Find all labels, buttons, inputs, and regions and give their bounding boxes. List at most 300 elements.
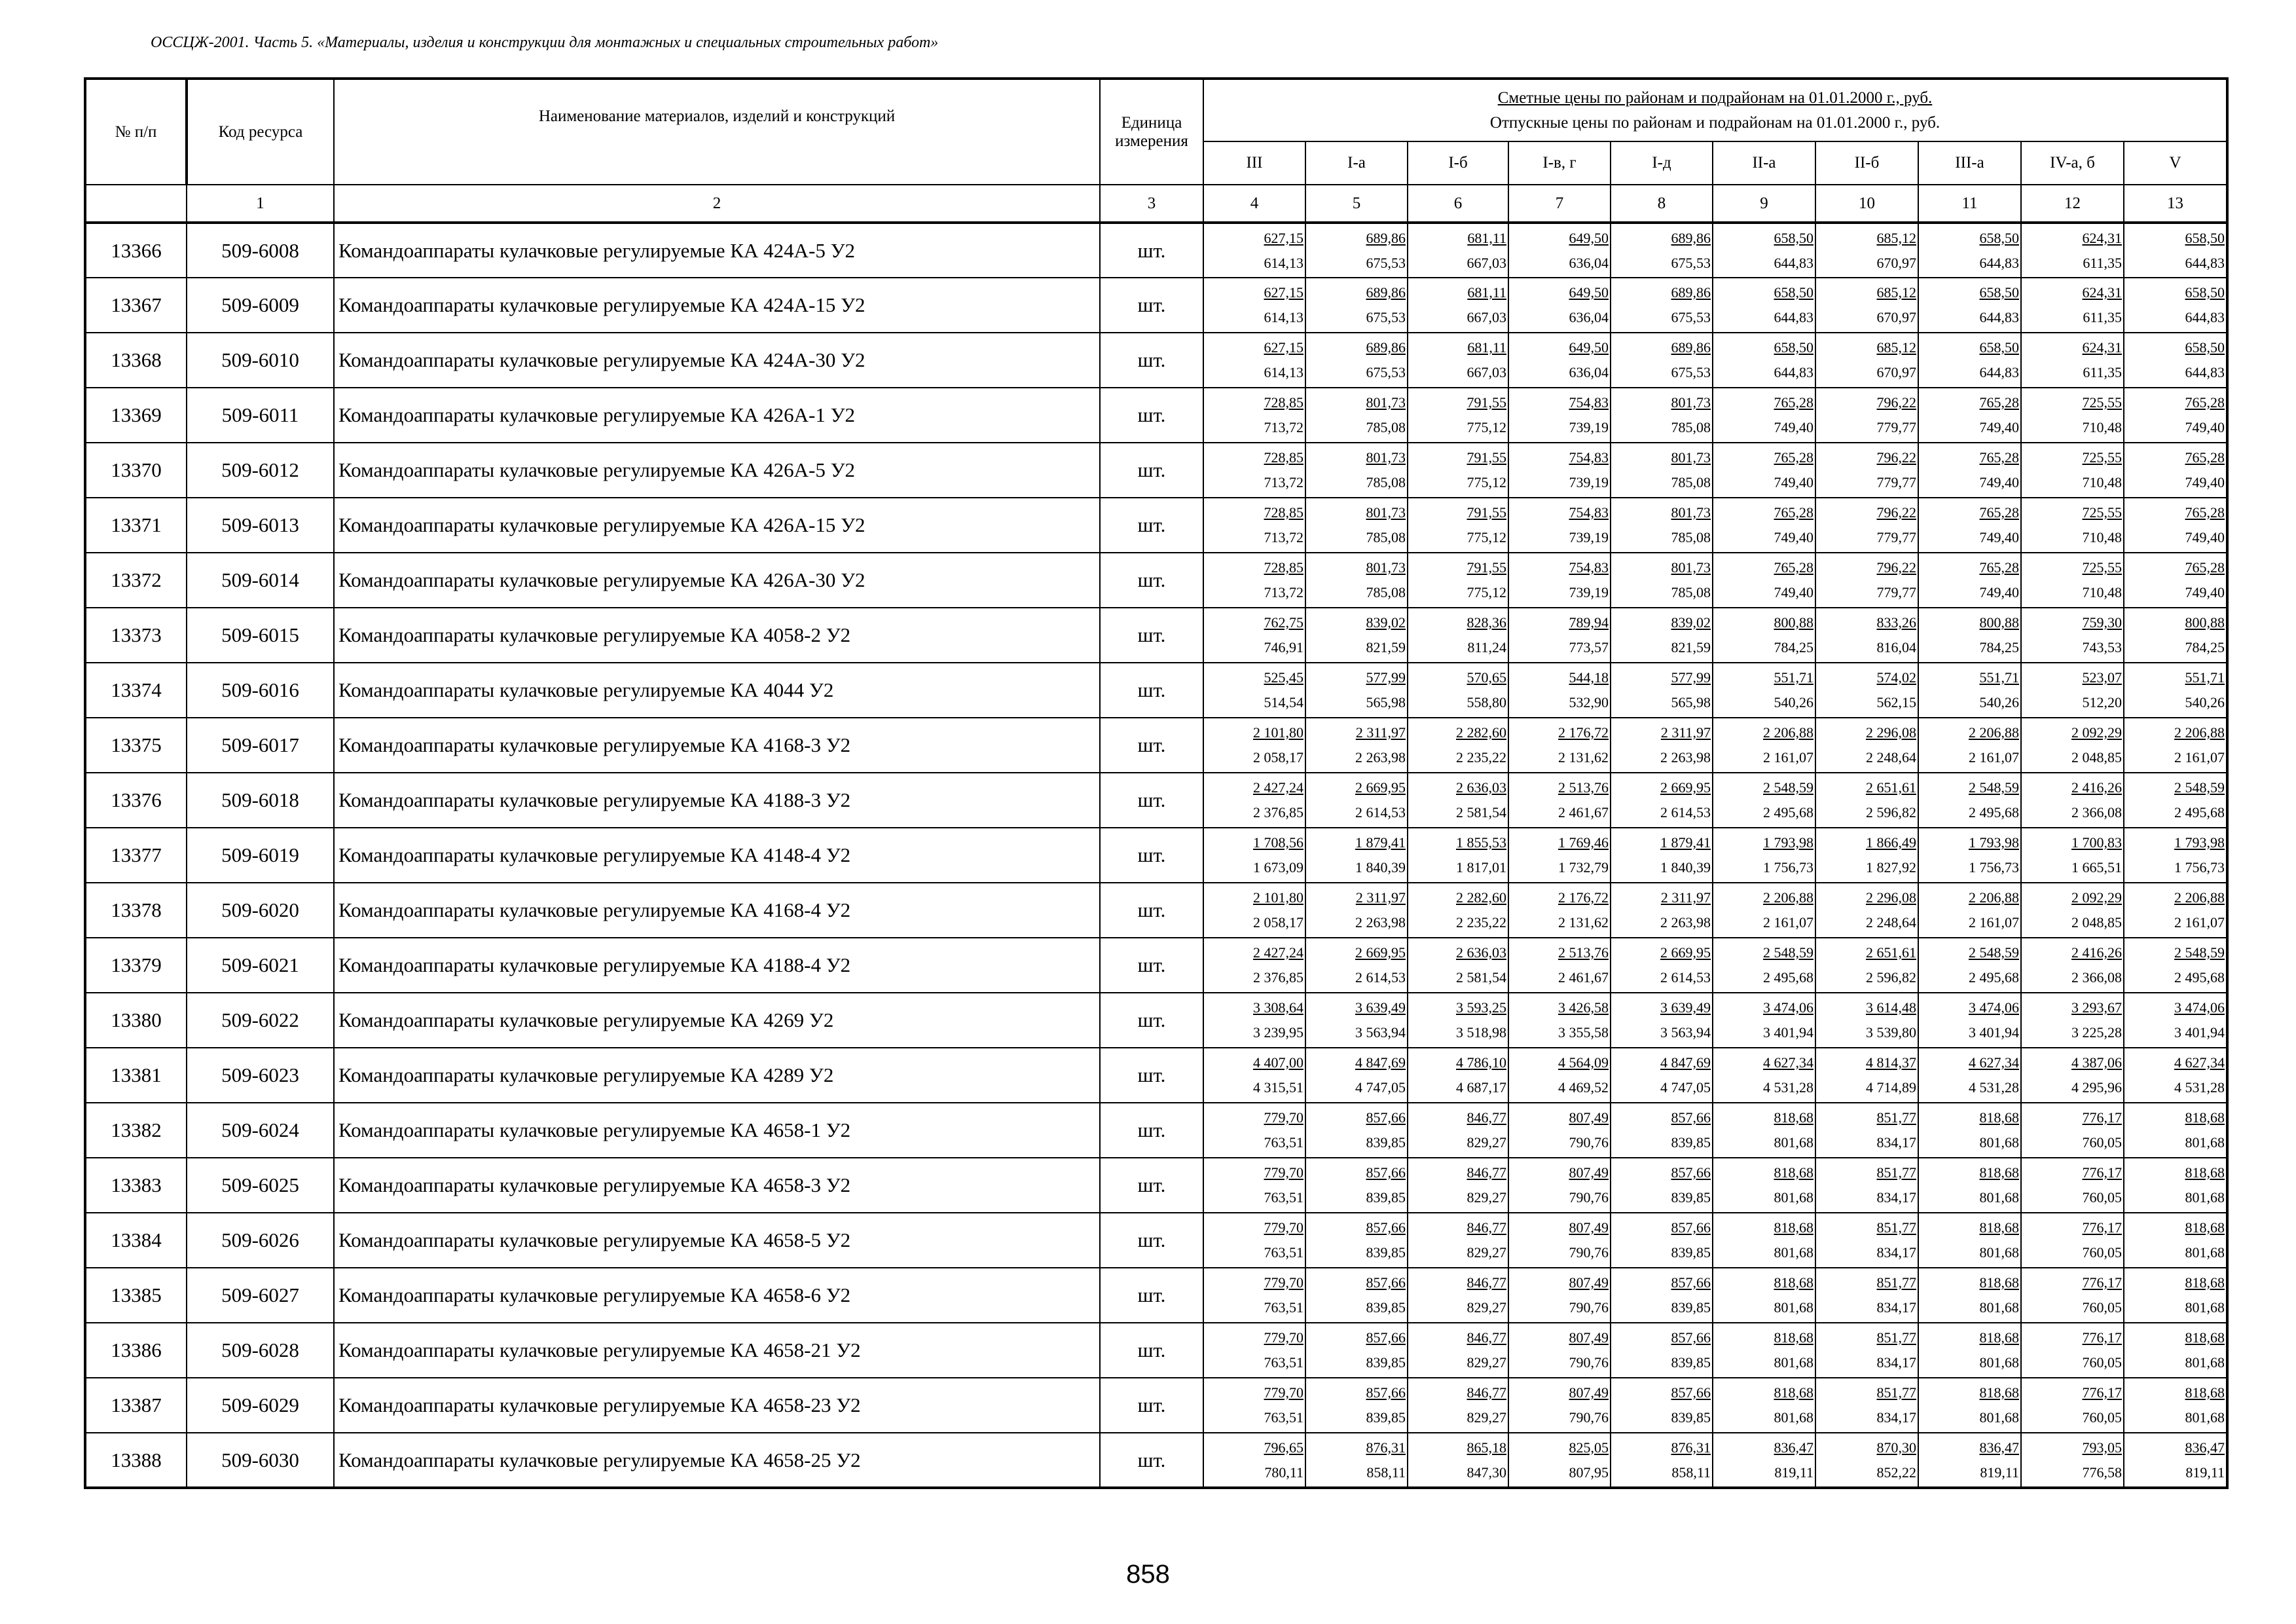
estimate-price: 624,31 [2082,229,2122,246]
price-cell [1408,1213,1508,1268]
price-cell [1918,1158,2021,1213]
release-price: 739,19 [1569,529,1609,545]
release-price: 2 461,67 [1558,969,1609,986]
release-price: 760,05 [2082,1244,2122,1261]
price-cell [2124,993,2227,1048]
column-number: 13 [2124,185,2227,223]
release-price: 2 161,07 [1763,914,1813,931]
unit: шт. [1100,828,1203,883]
col-header-name: Наименование материалов, изделий и конструкций [334,79,1100,185]
unit: шт. [1100,1103,1203,1158]
release-price: 611,35 [2083,364,2122,380]
release-price: 1 673,09 [1253,859,1303,876]
price-cell [1305,773,1408,828]
price-cell [2124,498,2227,553]
estimate-price: 2 206,88 [1763,724,1813,741]
estimate-price: 818,68 [1774,1164,1813,1181]
price-cell [1611,1323,1713,1378]
price-cell [2124,1213,2227,1268]
price-cell [1918,1378,2021,1433]
table-row [85,1213,2227,1268]
estimate-price: 4 786,10 [1456,1054,1506,1071]
release-price: 801,68 [1979,1299,2019,1316]
material-name: Командоаппараты кулачковые регулируемые КА 4188-3 У2 [334,773,1100,828]
release-price: 4 531,28 [2174,1079,2225,1096]
price-cell [1305,828,1408,883]
row-number: 13385 [85,1268,187,1323]
release-price: 565,98 [1671,694,1711,710]
release-price: 670,97 [1876,254,1916,271]
resource-code: 509-6027 [187,1268,334,1323]
release-price: 829,27 [1467,1354,1506,1371]
price-cell [1815,498,1918,553]
release-price: 746,91 [1264,639,1303,655]
release-price: 2 614,53 [1355,969,1406,986]
price-cell [2021,388,2124,443]
release-price: 858,11 [1671,1464,1711,1481]
price-cell [1815,553,1918,608]
price-cell [1815,1048,1918,1103]
estimate-price: 765,28 [2185,394,2225,411]
estimate-price: 3 639,49 [1355,999,1406,1016]
release-price: 2 161,07 [1969,749,2019,766]
release-price: 780,11 [1264,1464,1303,1481]
estimate-price: 807,49 [1569,1164,1609,1181]
estimate-price: 649,50 [1569,229,1609,246]
price-cell [1508,608,1611,663]
release-price: 785,08 [1671,474,1711,490]
column-number: 4 [1203,185,1305,223]
price-cell [1815,883,1918,938]
release-price: 644,83 [2185,309,2225,325]
table-row [85,938,2227,993]
release-price: 839,85 [1366,1189,1406,1206]
price-cell [2021,1213,2124,1268]
region-header: I-д [1611,141,1713,185]
estimate-price: 649,50 [1569,339,1609,356]
release-price: 4 469,52 [1558,1079,1609,1096]
estimate-price: 2 427,24 [1253,779,1303,796]
estimate-price: 807,49 [1569,1274,1609,1291]
estimate-price: 627,15 [1264,229,1303,246]
estimate-price: 2 206,88 [1969,889,2019,906]
release-price: 784,25 [2185,639,2225,655]
price-cell [2124,223,2227,278]
release-price: 847,30 [1467,1464,1506,1481]
price-cell [2124,773,2227,828]
price-cell [1611,388,1713,443]
estimate-price: 776,17 [2082,1219,2122,1236]
release-price: 558,80 [1467,694,1506,710]
estimate-price: 2 651,61 [1866,944,1916,961]
price-cell [1508,278,1611,333]
column-number-empty [85,185,187,223]
price-cell [1713,993,1815,1048]
release-price: 614,13 [1264,364,1303,380]
price-cell [1305,223,1408,278]
release-price: 801,68 [1774,1134,1813,1151]
unit: шт. [1100,333,1203,388]
price-cell [1203,1268,1305,1323]
price-cell [1508,828,1611,883]
column-number: 8 [1611,185,1713,223]
release-price: 710,48 [2082,529,2122,545]
price-cell [1815,938,1918,993]
material-name: Командоаппараты кулачковые регулируемые КА 4058-2 У2 [334,608,1100,663]
unit: шт. [1100,608,1203,663]
release-price: 1 756,73 [2174,859,2225,876]
estimate-price: 754,83 [1569,394,1609,411]
resource-code: 509-6022 [187,993,334,1048]
estimate-price: 796,65 [1264,1439,1303,1456]
prices-header-estimate: Сметные цены по районам и подрайонам на 01.01.2000 г., руб. [1497,88,1933,107]
release-price: 1 665,51 [2071,859,2122,876]
estimate-price: 818,68 [1979,1219,2019,1236]
row-number: 13377 [85,828,187,883]
estimate-price: 765,28 [1979,559,2019,576]
release-price: 2 366,08 [2071,804,2122,821]
region-header: III [1203,141,1305,185]
material-name: Командоаппараты кулачковые регулируемые КА 4658-1 У2 [334,1103,1100,1158]
release-price: 2 048,85 [2071,914,2122,931]
price-cell [2021,993,2124,1048]
release-price: 3 518,98 [1456,1024,1506,1041]
price-cell [1611,498,1713,553]
price-cell [1203,333,1305,388]
release-price: 760,05 [2082,1409,2122,1426]
estimate-price: 725,55 [2082,559,2122,576]
unit: шт. [1100,553,1203,608]
estimate-price: 801,73 [1671,504,1711,521]
release-price: 2 596,82 [1866,969,1916,986]
estimate-price: 851,77 [1876,1329,1916,1346]
price-cell [1408,553,1508,608]
release-price: 749,40 [1774,474,1813,490]
estimate-price: 765,28 [1774,559,1813,576]
price-cell [1713,388,1815,443]
table-row [85,663,2227,718]
release-price: 4 714,89 [1866,1079,1916,1096]
price-cell [1611,1103,1713,1158]
estimate-price: 725,55 [2082,394,2122,411]
resource-code: 509-6013 [187,498,334,553]
price-cell [2021,718,2124,773]
release-price: 2 235,22 [1456,749,1506,766]
column-number: 7 [1508,185,1611,223]
release-price: 636,04 [1569,364,1609,380]
estimate-price: 759,30 [2082,614,2122,631]
price-cell [2124,1103,2227,1158]
release-price: 790,76 [1569,1409,1609,1426]
price-cell [1408,1048,1508,1103]
resource-code: 509-6019 [187,828,334,883]
release-price: 779,77 [1876,584,1916,600]
release-price: 675,53 [1366,254,1406,271]
price-cell [1203,498,1305,553]
estimate-price: 1 879,41 [1355,834,1406,851]
price-cell [1508,938,1611,993]
table-row [85,1103,2227,1158]
price-cell [1203,1048,1305,1103]
release-price: 2 495,68 [1969,969,2019,986]
table-row [85,1378,2227,1433]
price-cell [2124,608,2227,663]
price-cell [1815,773,1918,828]
column-number: 1 [187,185,334,223]
estimate-price: 544,18 [1569,669,1609,686]
release-price: 4 295,96 [2071,1079,2122,1096]
release-price: 801,68 [1979,1409,2019,1426]
unit: шт. [1100,1268,1203,1323]
release-price: 785,08 [1671,529,1711,545]
release-price: 773,57 [1569,639,1609,655]
release-price: 839,85 [1366,1299,1406,1316]
price-cell [1203,1213,1305,1268]
table-row [85,828,2227,883]
estimate-price: 765,28 [1979,504,2019,521]
price-cell [1713,773,1815,828]
table-row [85,1268,2227,1323]
price-cell [1611,773,1713,828]
estimate-price: 1 866,49 [1866,834,1916,851]
table-row [85,773,2227,828]
price-table [84,77,2229,1489]
unit: шт. [1100,278,1203,333]
unit: шт. [1100,1433,1203,1488]
resource-code: 509-6010 [187,333,334,388]
price-cell [1918,883,2021,938]
row-number: 13374 [85,663,187,718]
release-price: 839,85 [1671,1244,1711,1261]
estimate-price: 779,70 [1264,1384,1303,1401]
estimate-price: 865,18 [1467,1439,1506,1456]
row-number: 13372 [85,553,187,608]
estimate-price: 857,66 [1366,1329,1406,1346]
estimate-price: 689,86 [1366,229,1406,246]
price-cell [2021,1323,2124,1378]
estimate-price: 2 669,95 [1660,779,1711,796]
release-price: 2 614,53 [1660,804,1711,821]
estimate-price: 2 669,95 [1355,944,1406,961]
release-price: 749,40 [2185,584,2225,600]
estimate-price: 2 311,97 [1660,889,1711,906]
resource-code: 509-6024 [187,1103,334,1158]
release-price: 763,51 [1264,1134,1303,1151]
release-price: 644,83 [2185,254,2225,271]
estimate-price: 801,73 [1671,559,1711,576]
row-number: 13382 [85,1103,187,1158]
price-cell [1508,443,1611,498]
price-cell [1508,1268,1611,1323]
estimate-price: 627,15 [1264,339,1303,356]
price-cell [2021,608,2124,663]
price-cell [2021,1433,2124,1488]
release-price: 763,51 [1264,1244,1303,1261]
price-cell [2021,278,2124,333]
table-row [85,1158,2227,1213]
release-price: 1 827,92 [1866,859,1916,876]
estimate-price: 851,77 [1876,1109,1916,1126]
estimate-price: 2 296,08 [1866,724,1916,741]
estimate-price: 2 206,88 [2174,724,2225,741]
estimate-price: 4 627,34 [2174,1054,2225,1071]
estimate-price: 551,71 [1774,669,1813,686]
release-price: 562,15 [1876,694,1916,710]
price-cell [1508,993,1611,1048]
price-cell [1305,938,1408,993]
material-name: Командоаппараты кулачковые регулируемые КА 424А-15 У2 [334,278,1100,333]
price-cell [1611,828,1713,883]
estimate-price: 779,70 [1264,1109,1303,1126]
price-cell [1305,1268,1408,1323]
release-price: 1 756,73 [1969,859,2019,876]
release-price: 3 355,58 [1558,1024,1609,1041]
estimate-price: 796,22 [1876,559,1916,576]
estimate-price: 846,77 [1467,1164,1506,1181]
estimate-price: 818,68 [1774,1219,1813,1236]
estimate-price: 2 669,95 [1660,944,1711,961]
release-price: 801,68 [1774,1244,1813,1261]
region-header: IV-а, б [2021,141,2124,185]
release-price: 540,26 [2185,694,2225,710]
estimate-price: 2 636,03 [1456,779,1506,796]
price-cell [1918,278,2021,333]
row-number: 13384 [85,1213,187,1268]
column-number: 2 [334,185,1100,223]
estimate-price: 857,66 [1366,1274,1406,1291]
price-cell [1408,1268,1508,1323]
estimate-price: 689,86 [1671,284,1711,301]
release-price: 763,51 [1264,1409,1303,1426]
estimate-price: 577,99 [1671,669,1711,686]
col-header-code: Код ресурса [187,79,334,185]
price-cell [1713,1103,1815,1158]
price-cell [1611,443,1713,498]
release-price: 749,40 [1774,529,1813,545]
resource-code: 509-6015 [187,608,334,663]
release-price: 2 161,07 [2174,749,2225,766]
price-cell [1508,663,1611,718]
price-cell [1203,223,1305,278]
price-cell [1408,1323,1508,1378]
estimate-price: 801,73 [1671,394,1711,411]
estimate-price: 818,68 [1979,1164,2019,1181]
column-number: 12 [2021,185,2124,223]
release-price: 819,11 [2185,1464,2225,1481]
row-number: 13375 [85,718,187,773]
estimate-price: 2 101,80 [1253,889,1303,906]
estimate-price: 818,68 [1774,1109,1813,1126]
document-header: ОССЦЖ-2001. Часть 5. «Материалы, изделия и конструкции для монтажных и специальных строительных работ» [151,34,939,51]
unit: шт. [1100,1048,1203,1103]
release-price: 790,76 [1569,1189,1609,1206]
price-cell [1713,1323,1815,1378]
price-cell [1408,938,1508,993]
price-cell [1408,718,1508,773]
estimate-price: 2 513,76 [1558,779,1609,796]
estimate-price: 2 206,88 [2174,889,2225,906]
table-row [85,553,2227,608]
release-price: 2 161,07 [2174,914,2225,931]
price-cell [2124,278,2227,333]
column-number: 5 [1305,185,1408,223]
price-cell [1305,663,1408,718]
estimate-price: 857,66 [1671,1219,1711,1236]
table-row [85,718,2227,773]
release-price: 779,77 [1876,419,1916,435]
release-price: 775,12 [1467,474,1506,490]
price-cell [1508,1048,1611,1103]
estimate-price: 754,83 [1569,504,1609,521]
unit: шт. [1100,443,1203,498]
table-row [85,608,2227,663]
material-name: Командоаппараты кулачковые регулируемые КА 4188-4 У2 [334,938,1100,993]
price-cell [1408,608,1508,663]
price-cell [2021,1103,2124,1158]
price-cell [1611,553,1713,608]
price-cell [1815,1268,1918,1323]
price-cell [1508,223,1611,278]
estimate-price: 2 311,97 [1355,889,1406,906]
estimate-price: 2 206,88 [1969,724,2019,741]
release-price: 2 581,54 [1456,969,1506,986]
estimate-price: 4 407,00 [1253,1054,1303,1071]
release-price: 801,68 [1979,1134,2019,1151]
release-price: 760,05 [2082,1354,2122,1371]
price-cell [2021,443,2124,498]
estimate-price: 801,73 [1366,394,1406,411]
table-row [85,1323,2227,1378]
price-cell [1508,718,1611,773]
estimate-price: 4 627,34 [1763,1054,1813,1071]
price-cell [1713,1433,1815,1488]
release-price: 644,83 [1979,309,2019,325]
row-number: 13373 [85,608,187,663]
price-cell [1508,1213,1611,1268]
table-row [85,498,2227,553]
column-number: 6 [1408,185,1508,223]
col-header-no: № п/п [85,79,187,185]
resource-code: 509-6016 [187,663,334,718]
release-price: 785,08 [1366,529,1406,545]
estimate-price: 2 416,26 [2071,779,2122,796]
estimate-price: 658,50 [1979,284,2019,301]
price-cell [1508,333,1611,388]
estimate-price: 857,66 [1366,1219,1406,1236]
price-cell [1815,333,1918,388]
estimate-price: 574,02 [1876,669,1916,686]
release-price: 1 756,73 [1763,859,1813,876]
estimate-price: 779,70 [1264,1329,1303,1346]
table-row [85,993,2227,1048]
price-cell [1713,663,1815,718]
material-name: Командоаппараты кулачковые регулируемые КА 4658-21 У2 [334,1323,1100,1378]
price-cell [1203,1433,1305,1488]
release-price: 2 048,85 [2071,749,2122,766]
price-cell [1203,663,1305,718]
estimate-price: 1 879,41 [1660,834,1711,851]
estimate-price: 725,55 [2082,449,2122,466]
release-price: 644,83 [1774,309,1813,325]
release-price: 2 495,68 [1763,804,1813,821]
estimate-price: 762,75 [1264,614,1303,631]
release-price: 858,11 [1366,1464,1406,1481]
price-cell [1203,1103,1305,1158]
price-cell [1203,1158,1305,1213]
row-number: 13387 [85,1378,187,1433]
price-cell [1918,1103,2021,1158]
price-cell [1815,608,1918,663]
